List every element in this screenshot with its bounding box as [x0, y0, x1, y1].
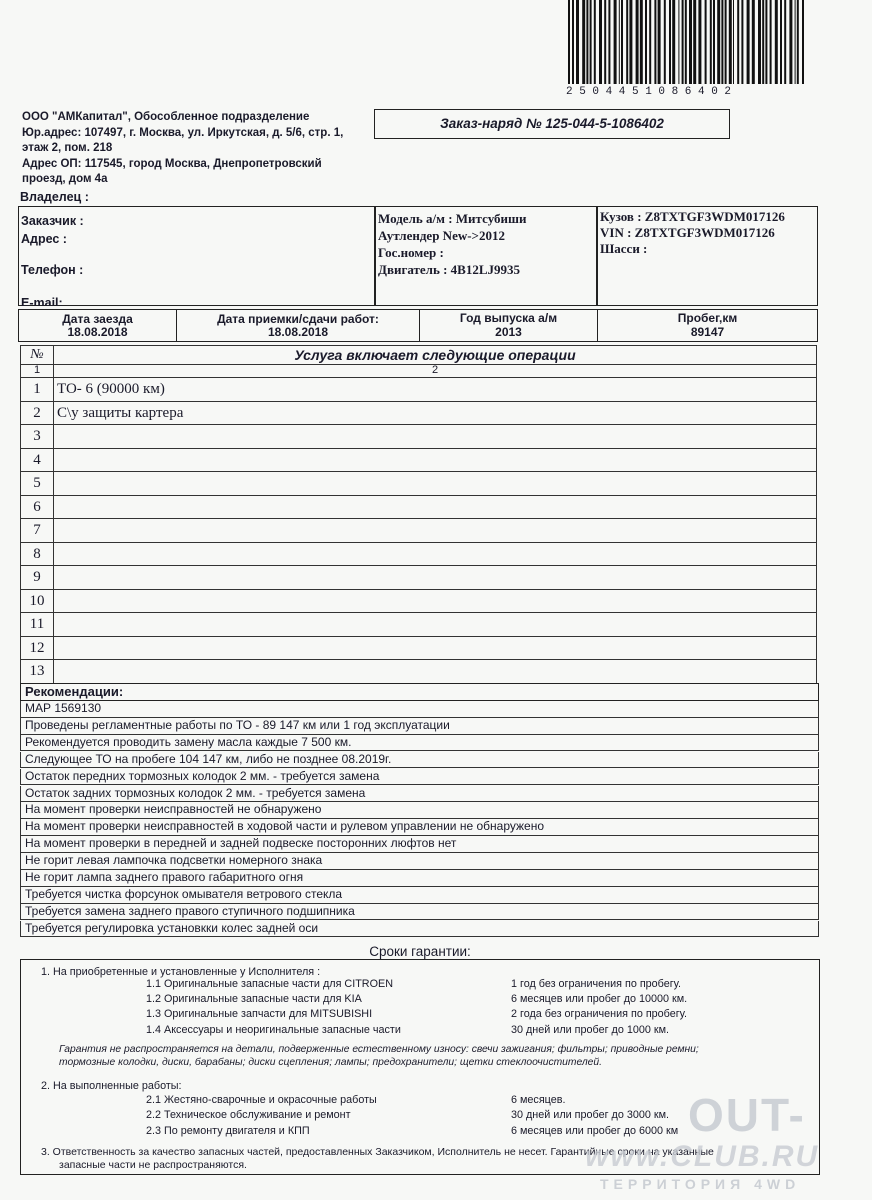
recommendation-item: На момент проверки неисправностей в ходовой части и рулевом управлении не обнаружено: [20, 819, 819, 836]
barcode-bar: [693, 0, 696, 84]
warranty-s3-line: запасные части не распространяются.: [59, 1159, 247, 1171]
barcode-bar: [654, 0, 656, 84]
company-line: Юр.адрес: 107497, г. Москва, ул. Иркутская, д. 5/6, стр. 1,: [22, 126, 344, 139]
recommendation-item: На момент проверки в передней и задней подвеске посторонних люфтов нет: [20, 836, 819, 853]
service-row-number: 2: [21, 402, 54, 425]
warranty-s2-title: 2. На выполненные работы:: [41, 1080, 182, 1092]
warranty-item-term: 6 месяцев или пробег до 10000 км.: [511, 993, 688, 1005]
service-row: [20, 402, 817, 426]
barcode-bar: [725, 0, 727, 84]
warranty-work-term: 6 месяцев или пробег до 6000 км: [511, 1125, 679, 1137]
vehicle-chassis: Шасси :: [600, 241, 648, 256]
service-row-number: 8: [21, 543, 54, 566]
barcode-bar: [802, 0, 804, 84]
service-row-number: 6: [21, 496, 54, 519]
arrival-date: [19, 313, 176, 339]
barcode-bar: [795, 0, 796, 84]
service-row-number: 1: [21, 378, 54, 401]
service-row-number: 7: [21, 519, 54, 542]
barcode-bar: [568, 0, 570, 84]
barcode-bar: [770, 0, 772, 84]
service-row: [20, 637, 817, 661]
services-header: [20, 345, 817, 365]
barcode-bar: [626, 0, 628, 84]
watermark-tagline: ТЕРРИТОРИЯ 4WD: [600, 1176, 801, 1192]
barcode-bar: [619, 0, 620, 84]
service-row: [20, 590, 817, 614]
recommendation-item: Требуется чистка форсунок омывателя ветрового стекла: [20, 887, 819, 904]
barcode-bar: [586, 0, 588, 84]
barcode-bar: [669, 0, 671, 84]
barcode-bar: [621, 0, 623, 84]
barcode-bar: [629, 0, 632, 84]
recommendation-item: Остаток задних тормозных колодок 2 мм. - требуется замена: [20, 786, 819, 803]
barcode-bar: [737, 0, 739, 84]
email-label: E-mail:: [21, 296, 63, 306]
recommendation-item: Требуется замена заднего правого ступичного подшипника: [20, 904, 819, 921]
barcode-bar: [572, 0, 574, 84]
service-row: [20, 378, 817, 402]
divider: [596, 207, 598, 305]
service-row-text: С\у защиты картера: [57, 404, 184, 421]
barcode-bar: [576, 0, 579, 84]
company-line: ООО "АМКапитал", Обособленное подразделение: [22, 111, 310, 123]
service-row: [20, 566, 817, 590]
owner-label: Владелец :: [20, 190, 89, 204]
service-row: [20, 519, 817, 543]
barcode-bar: [789, 0, 792, 84]
service-row-number: 13: [21, 660, 54, 683]
recommendation-item: Рекомендуется проводить замену масла каждые 7 500 км.: [20, 735, 819, 752]
customer-vehicle-block: [18, 206, 818, 306]
service-row-number: 5: [21, 472, 54, 495]
recommendation-item: На момент проверки неисправностей не обнаружено: [20, 802, 819, 819]
warranty-item-label: 1.3 Оригинальные запчасти для MITSUBISHI: [146, 1008, 373, 1020]
mileage-value: 89147: [690, 325, 725, 339]
service-row-number: 10: [21, 590, 54, 613]
barcode-bar: [752, 0, 755, 84]
service-row: [20, 496, 817, 520]
barcode-bar: [636, 0, 639, 84]
address-label: Адрес :: [21, 232, 67, 246]
barcode-bar: [689, 0, 692, 84]
company-line: этаж 2, пом. 218: [22, 142, 113, 154]
barcode-bar: [741, 0, 743, 84]
barcode-bar: [780, 0, 782, 84]
warranty-item-label: 1.1 Оригинальные запасные части для CITROEN: [146, 978, 393, 990]
services-col-no: №: [21, 346, 54, 364]
recommendation-item: Не горит лампа заднего правого габаритного огня: [20, 870, 819, 887]
vehicle-ids: [600, 209, 785, 257]
vehicle-info: [378, 210, 526, 278]
watermark-site: www.CLUB.RU: [585, 1140, 820, 1173]
recommendation-item: Не горит левая лампочка подсветки номерного знака: [20, 853, 819, 870]
barcode-bar: [590, 0, 592, 84]
year-label: Год выпуска а/м: [459, 311, 558, 325]
barcode-bar: [721, 0, 723, 84]
barcode-bar: [672, 0, 675, 84]
warranty-work-label: 2.1 Жестяно-сварочные и окрасочные работы: [146, 1094, 377, 1106]
company-block: [22, 110, 362, 188]
vehicle-model-name: Аутлендер New->2012: [378, 228, 505, 243]
barcode-bar: [685, 0, 687, 84]
recommendation-item: Проведены регламентные работы по ТО - 89 147 км или 1 год эксплуатации: [20, 718, 819, 735]
barcode-bar: [594, 0, 596, 84]
barcode-bar: [747, 0, 750, 84]
barcode-bar: [698, 0, 701, 84]
service-row-text: ТО- 6 (90000 км): [57, 381, 165, 397]
warranty-item-label: 1.4 Аксессуары и неоригинальные запасные части: [146, 1024, 401, 1036]
vehicle-model: Модель а/м : Митсубиши: [378, 211, 527, 226]
recommendations-title: Рекомендации:: [20, 683, 819, 701]
year-block: [420, 311, 597, 339]
customer-label: Заказчик :: [21, 214, 84, 228]
accept-date: [177, 313, 419, 339]
watermark-logo: OUT-: [688, 1089, 806, 1141]
divider: [374, 207, 376, 305]
mileage-label: Пробег,км: [677, 311, 738, 325]
barcode: [566, 0, 810, 85]
arrival-date-value: 18.08.2018: [67, 325, 128, 339]
service-row-number: 12: [21, 637, 54, 660]
dates-block: [18, 309, 818, 342]
service-row-number: 11: [21, 613, 54, 636]
barcode-bar: [797, 0, 799, 84]
barcode-bar: [658, 0, 661, 84]
service-row: [20, 613, 817, 637]
accept-date-value: 18.08.2018: [267, 325, 329, 339]
barcode-bar: [765, 0, 767, 84]
barcode-bar: [608, 0, 610, 84]
year-value: 2013: [495, 325, 522, 339]
barcode-bar: [682, 0, 684, 84]
recommendation-item: Требуется регулировка установкки колес задней оси: [20, 921, 819, 938]
warranty-work-label: 2.2 Техническое обслуживание и ремонт: [146, 1109, 351, 1121]
barcode-bar: [678, 0, 679, 84]
warranty-note: Гарантия не распространяется на детали, подверженные естественному износу: свечи зажигания; фильтры; приводные ремни;: [59, 1044, 699, 1055]
warranty-title: Сроки гарантии:: [369, 944, 471, 959]
warranty-work-term: 6 месяцев.: [511, 1094, 566, 1106]
barcode-bar: [582, 0, 585, 84]
warranty-item-term: 1 год без ограничения по пробегу.: [511, 978, 681, 990]
service-row: [20, 472, 817, 496]
barcode-bar: [649, 0, 651, 84]
services-col-title: Услуга включает следующие операции: [294, 347, 576, 363]
warranty-item-term: 2 года без ограничения по пробегу.: [511, 1008, 688, 1020]
barcode-bar: [717, 0, 720, 84]
service-row-number: 3: [21, 425, 54, 448]
order-title: Заказ-наряд № 125-044-5-1086402: [374, 109, 730, 139]
barcode-bar: [599, 0, 602, 84]
accept-date-label: Дата приемки/сдачи работ:: [217, 312, 379, 326]
warranty-s1-title: 1. На приобретенные и установленные у Исполнителя :: [41, 966, 321, 978]
warranty-work-term: 30 дней или пробег до 3000 км.: [511, 1109, 669, 1121]
barcode-bar: [604, 0, 606, 84]
vehicle-body: Кузов : Z8TXTGF3WDM017126: [600, 209, 785, 224]
service-row: [20, 449, 817, 473]
phone-label: Телефон :: [21, 263, 84, 277]
service-row: [20, 543, 817, 567]
company-line: проезд, дом 4а: [22, 173, 108, 185]
service-row: [20, 660, 817, 684]
barcode-bar: [784, 0, 786, 84]
barcode-number: 2504451086402: [566, 86, 738, 98]
recommendation-item: МАР 1569130: [20, 701, 819, 718]
barcode-bar: [775, 0, 778, 84]
barcode-bar: [664, 0, 666, 84]
barcode-bar: [710, 0, 712, 84]
warranty-note: тормозные колодки, диски, барабаны; диски сцепления; лампы; предохранители; щетки стеклоочистителей.: [59, 1057, 602, 1068]
warranty-work-label: 2.3 По ремонту двигателя и КПП: [146, 1125, 310, 1137]
warranty-s3-line: 3. Ответственность за качество запасных частей, предоставленных Заказчиком, Исполнитель не несет. Гарантийные сроки на указанные: [41, 1146, 714, 1158]
services-idx1: 1: [21, 364, 54, 377]
barcode-bar: [758, 0, 761, 84]
barcode-bar: [705, 0, 707, 84]
barcode-bar: [762, 0, 764, 84]
arrival-date-label: Дата заезда: [62, 312, 133, 326]
company-line: Адрес ОП: 117545, город Москва, Днепропетровский: [22, 157, 322, 170]
recommendation-item: Остаток передних тормозных колодок 2 мм. - требуется замена: [20, 769, 819, 786]
recommendation-item: Следующее ТО на пробеге 104 147 км, либо не позднее 08.2019г.: [20, 752, 819, 769]
barcode-bar: [614, 0, 617, 84]
warranty-item-label: 1.2 Оригинальные запасные части для KIA: [146, 993, 362, 1005]
barcode-bar: [645, 0, 647, 84]
barcode-bar: [640, 0, 643, 84]
vehicle-engine: Двигатель : 4B12LJ9935: [378, 262, 521, 277]
barcode-bar: [729, 0, 732, 84]
vehicle-plate: Гос.номер :: [378, 245, 444, 260]
service-row: [20, 425, 817, 449]
services-idx2: 2: [431, 364, 439, 376]
services-index-row: [20, 364, 817, 378]
service-row-number: 4: [21, 449, 54, 472]
vehicle-vin: VIN : Z8TXTGF3WDM017126: [600, 225, 775, 240]
barcode-bar: [713, 0, 715, 84]
warranty-item-term: 30 дней или пробег до 1000 км.: [511, 1024, 669, 1036]
mileage-block: [598, 311, 817, 339]
service-row-number: 9: [21, 566, 54, 589]
barcode-bar: [733, 0, 734, 84]
